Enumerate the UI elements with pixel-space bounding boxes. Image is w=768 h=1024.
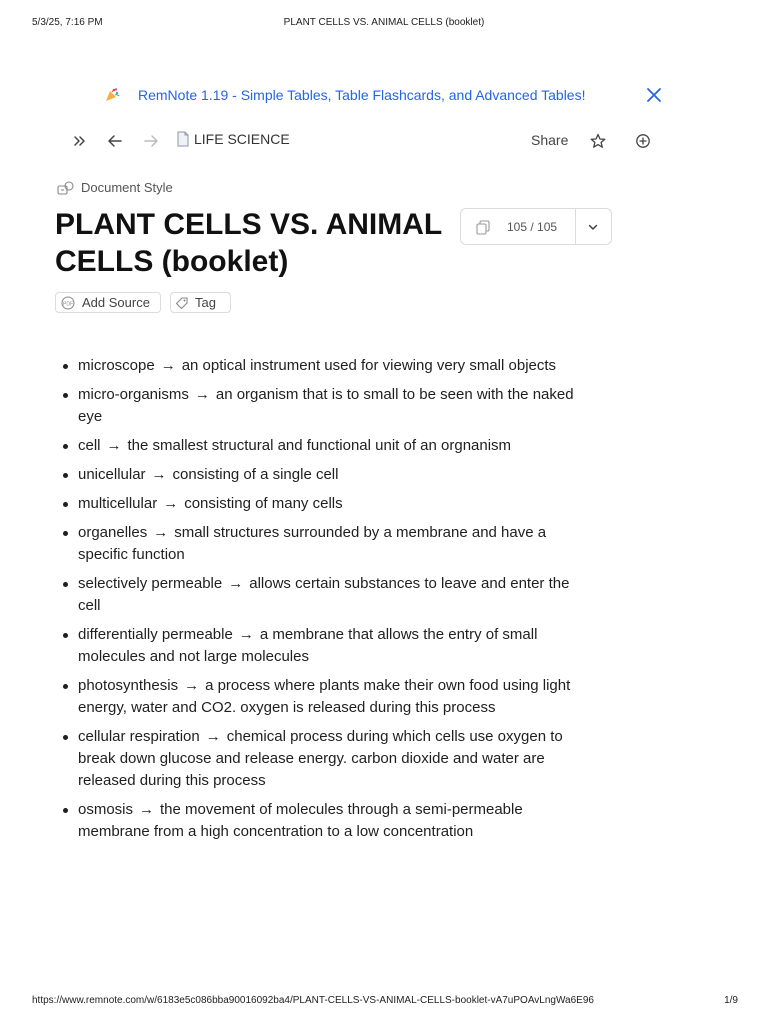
item-term: micro-organisms [78, 386, 189, 403]
banner-link[interactable]: RemNote 1.19 - Simple Tables, Table Flashcards, and Advanced Tables! [138, 87, 586, 103]
flashcards-icon [475, 219, 491, 235]
item-definition: chemical process during which cells use oxygen to break down glucose and release energy. carbon dioxide and water are released during this process [78, 728, 563, 789]
item-term: photosynthesis [78, 677, 179, 694]
item-arrow: → [151, 466, 167, 483]
item-term: cellular respiration [78, 728, 200, 745]
star-icon[interactable] [588, 131, 608, 151]
item-arrow: → [153, 524, 169, 541]
item-definition: allows certain substances to leave and enter the cell [78, 575, 570, 614]
item-definition: an optical instrument used for viewing very small objects [181, 357, 557, 374]
list-item[interactable] [62, 573, 592, 617]
list-item[interactable] [62, 384, 592, 428]
bullet-list [62, 355, 592, 850]
item-arrow: → [163, 495, 179, 512]
list-item[interactable] [62, 493, 592, 515]
forward-arrow-icon[interactable] [141, 131, 161, 151]
svg-text:PDF: PDF [63, 301, 73, 307]
item-term: microscope [78, 357, 155, 374]
page-title[interactable]: PLANT CELLS VS. ANIMAL CELLS (booklet) [55, 208, 442, 278]
pager-count: 105 / 105 [507, 220, 558, 234]
add-source-label: Add Source [82, 295, 150, 310]
document-style-icon [57, 181, 75, 195]
list-item[interactable] [62, 355, 592, 377]
update-banner [100, 84, 668, 106]
back-arrow-icon[interactable] [105, 131, 125, 151]
item-arrow: → [139, 801, 155, 818]
item-term: organelles [78, 524, 148, 541]
list-item[interactable] [62, 522, 592, 566]
document-icon [176, 131, 190, 147]
print-header [32, 17, 736, 31]
item-arrow: → [194, 386, 210, 403]
pdf-icon [60, 295, 76, 311]
item-definition: a membrane that allows the entry of small molecules and not large molecules [78, 626, 538, 665]
pager-divider [575, 209, 576, 244]
item-arrow: → [184, 677, 200, 694]
document-style-toggle[interactable] [57, 180, 173, 195]
document-toolbar [70, 128, 660, 154]
item-definition: consisting of a single cell [172, 466, 339, 483]
tag-icon [175, 296, 189, 310]
close-icon[interactable] [646, 87, 662, 103]
chevron-down-icon[interactable] [585, 219, 601, 235]
list-item[interactable] [62, 675, 592, 719]
item-definition: a process where plants make their own food using light energy, water and CO2. oxygen is released during this process [78, 677, 571, 716]
list-item[interactable] [62, 726, 592, 792]
item-definition: an organism that is to small to be seen with the naked eye [78, 386, 574, 425]
breadcrumb[interactable] [176, 131, 290, 147]
add-circle-icon[interactable] [633, 131, 653, 151]
add-source-button[interactable] [55, 292, 161, 313]
print-datetime: 5/3/25, 7:16 PM [32, 17, 103, 28]
item-definition: the smallest structural and functional unit of an orgnanism [127, 437, 512, 454]
print-url: https://www.remnote.com/w/6183e5c086bba90016092ba4/PLANT-CELLS-VS-ANIMAL-CELLS-booklet-vA7uPOAvLngWa6E96 [32, 995, 594, 1006]
item-term: osmosis [78, 801, 134, 818]
item-arrow: → [205, 728, 221, 745]
item-term: differentially permeable [78, 626, 233, 643]
item-term: selectively permeable [78, 575, 223, 592]
list-item[interactable] [62, 464, 592, 486]
item-definition: consisting of many cells [184, 495, 343, 512]
item-term: cell [78, 437, 101, 454]
print-title: PLANT CELLS VS. ANIMAL CELLS (booklet) [283, 17, 485, 28]
item-definition: small structures surrounded by a membrane and have a specific function [78, 524, 547, 563]
flashcard-pager[interactable] [460, 208, 612, 245]
item-term: multicellular [78, 495, 158, 512]
list-item[interactable] [62, 624, 592, 668]
print-footer [32, 995, 738, 1009]
breadcrumb-label: LIFE SCIENCE [194, 131, 290, 147]
item-arrow: → [238, 626, 254, 643]
party-popper-icon [104, 87, 120, 103]
item-definition: the movement of molecules through a semi-permeable membrane from a high concentration to a low concentration [78, 801, 523, 840]
tag-label: Tag [195, 295, 216, 310]
item-arrow: → [106, 437, 122, 454]
print-page-number: 1/9 [724, 995, 738, 1006]
item-arrow: → [160, 357, 176, 374]
item-term: unicellular [78, 466, 146, 483]
document-style-label: Document Style [81, 180, 173, 195]
expand-sidebar-icon[interactable] [70, 131, 90, 151]
item-arrow: → [228, 575, 244, 592]
add-tag-button[interactable] [170, 292, 231, 313]
list-item[interactable] [62, 435, 592, 457]
share-button[interactable]: Share [531, 132, 569, 148]
list-item[interactable] [62, 799, 592, 843]
